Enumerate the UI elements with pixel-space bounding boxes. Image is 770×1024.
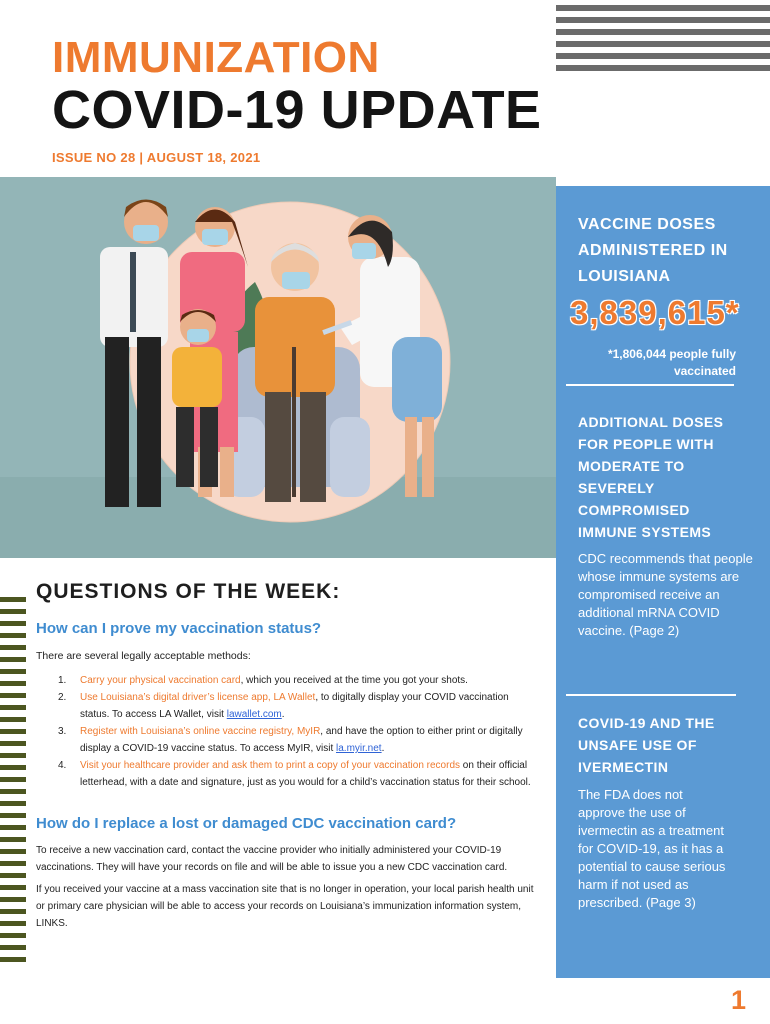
question-2-paragraph-1: To receive a new vaccination card, contact the vaccine provider who initially administered your COVID-19 vaccinations. They will have your records on file and will be able to issue you a new CDC vaccination card. xyxy=(36,845,508,873)
method-lead: Register with Louisiana’s online vaccine registry, MyIR xyxy=(80,726,321,737)
issue-date-line: ISSUE NO 28 | AUGUST 18, 2021 xyxy=(52,150,261,165)
list-item xyxy=(36,723,536,757)
method-text: on their official letterhead, with a date and signature, just as you would for a child’s vaccination status for their school. xyxy=(80,760,531,788)
method-lead: Visit your healthcare provider and ask them to print a copy of your vaccination records xyxy=(80,760,461,771)
additional-doses-title: ADDITIONAL DOSES FOR PEOPLE WITH MODERATE TO SEVERELY COMPROMISED IMMUNE SYSTEMS xyxy=(578,414,724,540)
sidebar-divider xyxy=(566,694,736,696)
list-item xyxy=(36,757,536,791)
methods-list xyxy=(36,672,536,791)
title-covid-update: COVID-19 UPDATE xyxy=(52,80,542,140)
list-item xyxy=(36,689,536,723)
left-rail-decoration xyxy=(0,597,26,969)
ivermectin-title: COVID-19 AND THE UNSAFE USE OF IVERMECTIN xyxy=(578,715,715,775)
myir-link[interactable]: la.myir.net xyxy=(336,743,382,754)
page-number: 1 xyxy=(731,985,747,1015)
ivermectin-body: The FDA does not approve the use of ivermectin as a treatment for COVID-19, as it has a potential to cause serious harm if not used as prescribed. (Page 3) xyxy=(578,787,726,910)
method-lead: Use Louisiana’s digital driver’s license app, LA Wallet xyxy=(80,692,316,703)
family-vaccination-illustration xyxy=(0,177,556,558)
question-1-title: How can I prove my vaccination status? xyxy=(36,620,322,637)
vaccine-doses-title: VACCINE DOSES ADMINISTERED IN LOUISIANA xyxy=(578,216,728,285)
question-2-title: How do I replace a lost or damaged CDC vaccination card? xyxy=(36,815,457,832)
list-number: 1. xyxy=(58,675,67,686)
fully-vaccinated-note: *1,806,044 people fully vaccinated xyxy=(607,347,736,378)
method-text: , and have the option to either print or digitally display a COVID-19 vaccine status. To access MyIR, visit xyxy=(80,726,523,754)
method-lead: Carry your physical vaccination card xyxy=(80,675,241,686)
list-number: 2. xyxy=(58,692,67,703)
list-number: 3. xyxy=(58,726,67,737)
method-text: , to digitally display your COVID vaccination status. To access LA Wallet, visit xyxy=(80,692,509,720)
vaccine-doses-count: 3,839,615* xyxy=(570,294,740,331)
sidebar-divider xyxy=(566,384,734,386)
title-immunization: IMMUNIZATION xyxy=(52,33,380,82)
question-2-paragraph-2: If you received your vaccine at a mass vaccination site that is no longer in operation, your local parish health unit or primary care physician will be able to access your records on Louisiana’s immunization information system, LINKS. xyxy=(36,884,534,929)
list-number: 4. xyxy=(58,760,67,771)
method-text: , which you received at the time you got your shots. xyxy=(240,675,468,686)
list-item xyxy=(36,672,536,689)
header-stripes-decoration xyxy=(556,5,770,77)
question-1-intro: There are several legally acceptable methods: xyxy=(36,650,251,662)
method-text-end: . xyxy=(281,709,285,720)
stats-sidebar xyxy=(556,186,770,978)
additional-doses-body: CDC recommends that people whose immune systems are compromised receive an additional mRNA COVID vaccine. (Page 2) xyxy=(578,551,753,638)
method-text-end: . xyxy=(381,743,385,754)
questions-heading: QUESTIONS OF THE WEEK: xyxy=(36,580,341,603)
lawallet-link[interactable]: lawallet.com xyxy=(226,709,282,720)
